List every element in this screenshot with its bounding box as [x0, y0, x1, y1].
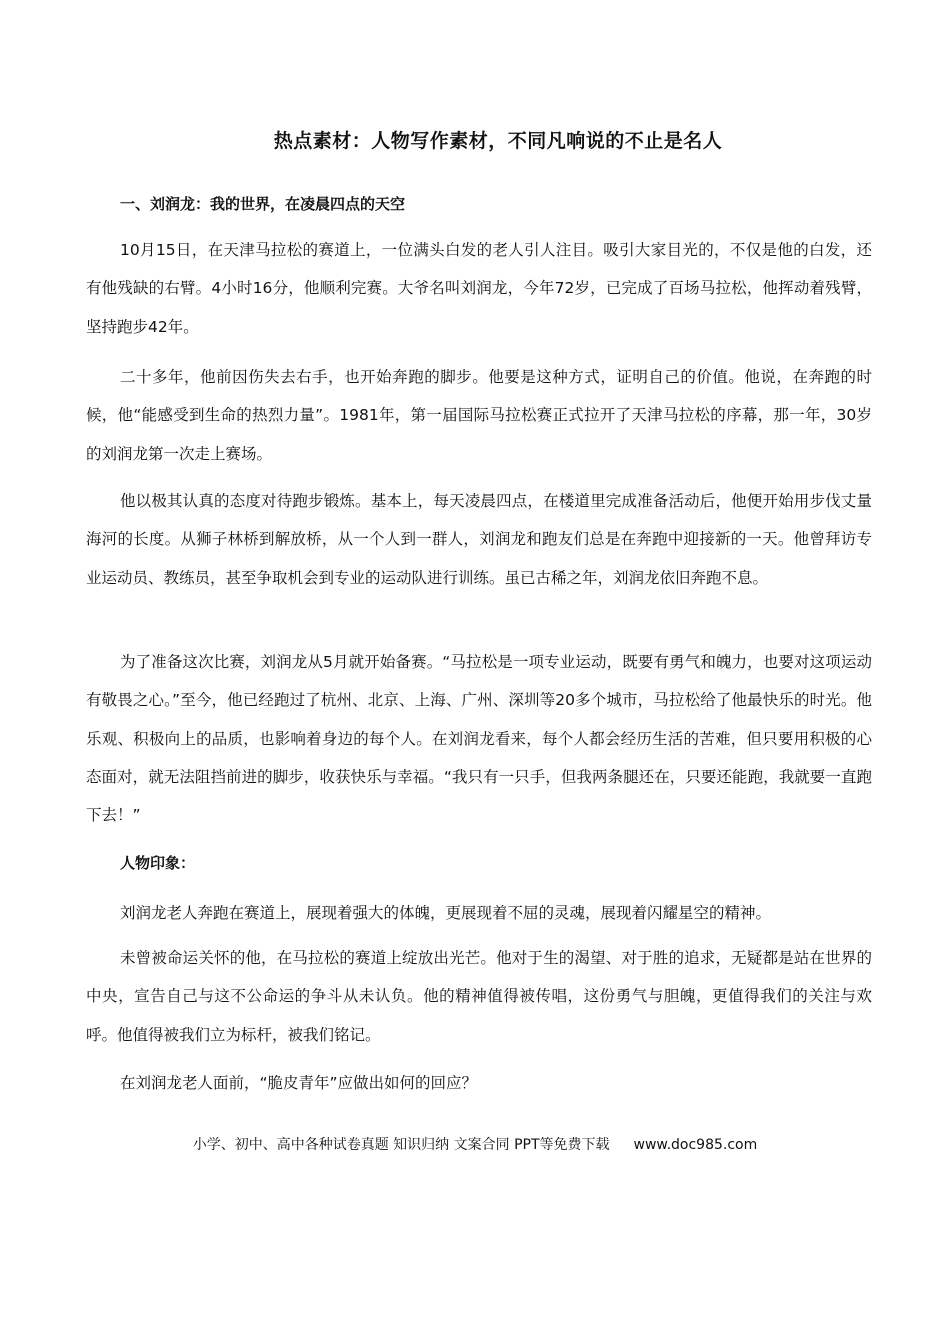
- footer-text: 小学、初中、高中各种试卷真题 知识归纳 文案合同 PPT等免费下载: [192, 1137, 610, 1153]
- paragraph-4: 为了准备这次比赛，刘润龙从5月就开始备赛。“马拉松是一项专业运动，既要有勇气和魄力，也要对这项运动有敬畏之心。”至今，他已经跑过了杭州、北京、上海、广州、深圳等20多个城市，马拉松给了他最快乐的时光。他乐观、积极向上的品质，也影响着身边的每个人。在刘润龙看来，每个人都会经历生活的苦难，但只要用积极的心态面对，就无法阻挡前进的脚步，收获快乐与幸福。“我只有一只手，但我两条腿还在，只要还能跑，我就要一直跑下去！”: [86, 653, 872, 825]
- impression-paragraph-2: 未曾被命运关怀的他，在马拉松的赛道上绽放出光芒。他对于生的渴望、对于胜的追求，无疑都是站在世界的中央，宣告自己与这不公命运的争斗从未认负。他的精神值得被传唱，这份勇气与胆魄，更值得我们的关注与欢呼。他值得被我们立为标杆，被我们铭记。: [86, 949, 872, 1044]
- section-heading: 一、刘润龙：我的世界，在凌晨四点的天空: [120, 195, 406, 213]
- page-footer: [0, 1134, 950, 1154]
- impression-paragraph-1: 刘润龙老人奔跑在赛道上，展现着强大的体魄，更展现着不屈的灵魂，展现着闪耀星空的精神。: [120, 904, 772, 922]
- paragraph-3: 他以极其认真的态度对待跑步锻炼。基本上，每天凌晨四点，在楼道里完成准备活动后，他便开始用步伐丈量海河的长度。从狮子林桥到解放桥，从一个人到一群人，刘润龙和跑友们总是在奔跑中迎接新的一天。他曾拜访专业运动员、教练员，甚至争取机会到专业的运动队进行训练。虽已古稀之年，刘润龙依旧奔跑不息。: [86, 492, 872, 587]
- footer-url-link[interactable]: www.doc985.com: [633, 1137, 758, 1153]
- impression-heading: 人物印象：: [120, 854, 196, 872]
- paragraph-1: 10月15日，在天津马拉松的赛道上，一位满头白发的老人引人注目。吸引大家目光的，不仅是他的白发，还有他残缺的右臂。4小时16分，他顺利完赛。大爷名叫刘润龙，今年72岁，已完成了百场马拉松，他挥动着残臂，坚持跑步42年。: [86, 241, 872, 336]
- paragraph-2: 二十多年，他前因伤失去右手，也开始奔跑的脚步。他要是这种方式，证明自己的价值。他说，在奔跑的时候，他“能感受到生命的热烈力量”。1981年，第一届国际马拉松赛正式拉开了天津马拉松的序幕，那一年，30岁的刘润龙第一次走上赛场。: [86, 368, 872, 463]
- impression-paragraph-3: 在刘润龙老人面前，“脆皮青年”应做出如何的回应？: [120, 1074, 478, 1092]
- document-title: 热点素材：人物写作素材，不同凡响说的不止是名人: [273, 130, 723, 152]
